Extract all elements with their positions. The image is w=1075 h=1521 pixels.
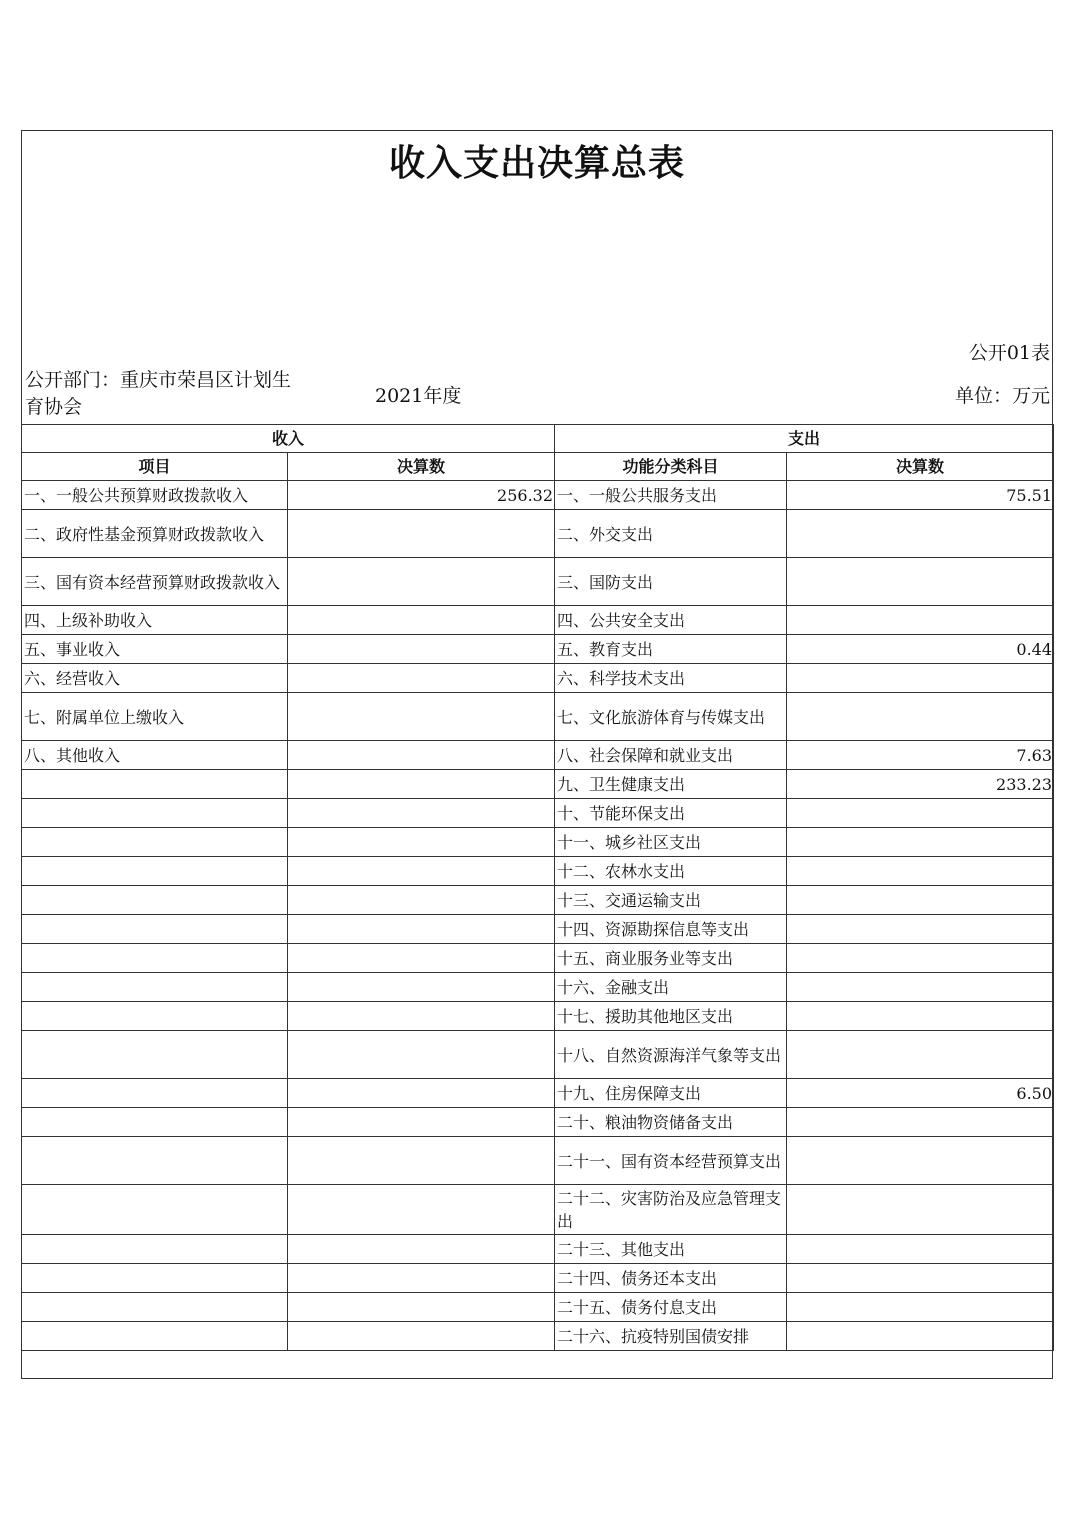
table-row <box>22 481 1054 510</box>
income-amount-cell <box>288 886 555 915</box>
income-amount-cell <box>288 693 555 741</box>
table-row <box>22 886 1054 915</box>
table-row <box>22 973 1054 1002</box>
table-row <box>22 799 1054 828</box>
expense-amount-cell: 6.50 <box>787 1079 1054 1108</box>
expense-item-cell: 一、一般公共服务支出 <box>555 481 787 510</box>
table-row <box>22 1293 1054 1322</box>
expense-item-cell: 五、教育支出 <box>555 635 787 664</box>
expense-amount-cell: 233.23 <box>787 770 1054 799</box>
table-row <box>22 915 1054 944</box>
income-item-cell <box>22 1235 288 1264</box>
income-amount-cell <box>288 1079 555 1108</box>
table-row <box>22 510 1054 558</box>
income-amount-cell <box>288 664 555 693</box>
income-item-cell <box>22 944 288 973</box>
expense-amount-cell <box>787 944 1054 973</box>
expense-item-cell: 十二、农林水支出 <box>555 857 787 886</box>
income-amount-cell <box>288 857 555 886</box>
income-amount-cell <box>288 770 555 799</box>
expense-item-cell: 十一、城乡社区支出 <box>555 828 787 857</box>
expense-amount-cell <box>787 510 1054 558</box>
income-amount-cell <box>288 741 555 770</box>
expense-amount-cell: 7.63 <box>787 741 1054 770</box>
income-item-cell <box>22 1322 288 1351</box>
expense-amount-cell: 75.51 <box>787 481 1054 510</box>
income-item-cell: 八、其他收入 <box>22 741 288 770</box>
income-amount-cell <box>288 1264 555 1293</box>
expense-item-cell: 四、公共安全支出 <box>555 606 787 635</box>
expense-item-cell: 二、外交支出 <box>555 510 787 558</box>
expense-amount-cell <box>787 1137 1054 1185</box>
expense-item-cell: 二十、粮油物资储备支出 <box>555 1108 787 1137</box>
income-item-cell <box>22 1002 288 1031</box>
expense-amount-cell <box>787 693 1054 741</box>
income-item-cell: 六、经营收入 <box>22 664 288 693</box>
expense-amount-cell: 0.44 <box>787 635 1054 664</box>
expense-item-cell: 二十二、灾害防治及应急管理支出 <box>555 1185 787 1235</box>
income-item-cell <box>22 1293 288 1322</box>
expense-item-cell: 二十五、债务付息支出 <box>555 1293 787 1322</box>
expense-amount-cell <box>787 1108 1054 1137</box>
budget-table <box>21 424 1054 1351</box>
expense-amount-cell <box>787 1293 1054 1322</box>
table-row <box>22 1079 1054 1108</box>
expense-item-cell: 十五、商业服务业等支出 <box>555 944 787 973</box>
table-row <box>22 1235 1054 1264</box>
table-row <box>22 1185 1054 1235</box>
page-title: 收入支出决算总表 <box>388 143 685 184</box>
expense-item-cell: 十六、金融支出 <box>555 973 787 1002</box>
expense-item-cell: 三、国防支出 <box>555 558 787 606</box>
income-amount-cell <box>288 1185 555 1235</box>
income-item-cell: 五、事业收入 <box>22 635 288 664</box>
expense-amount-column-header: 决算数 <box>787 453 1054 481</box>
table-row <box>22 558 1054 606</box>
income-amount-cell <box>288 558 555 606</box>
income-item-cell <box>22 799 288 828</box>
income-item-cell <box>22 828 288 857</box>
table-row <box>22 1322 1054 1351</box>
income-amount-cell <box>288 635 555 664</box>
income-item-cell: 七、附属单位上缴收入 <box>22 693 288 741</box>
expense-amount-cell <box>787 799 1054 828</box>
income-amount-cell <box>288 1293 555 1322</box>
income-amount-cell <box>288 1031 555 1079</box>
table-row <box>22 944 1054 973</box>
expense-item-cell: 六、科学技术支出 <box>555 664 787 693</box>
expense-amount-cell <box>787 664 1054 693</box>
expense-item-cell: 二十一、国有资本经营预算支出 <box>555 1137 787 1185</box>
table-row <box>22 1264 1054 1293</box>
income-amount-column-header: 决算数 <box>288 453 555 481</box>
table-row <box>22 770 1054 799</box>
expense-amount-cell <box>787 973 1054 1002</box>
expense-amount-cell <box>787 606 1054 635</box>
table-row <box>22 1002 1054 1031</box>
income-amount-cell <box>288 1002 555 1031</box>
income-amount-cell <box>288 944 555 973</box>
expense-header: 支出 <box>555 425 1054 453</box>
income-item-cell <box>22 1185 288 1235</box>
table-row <box>22 693 1054 741</box>
income-amount-cell <box>288 799 555 828</box>
expense-item-cell: 七、文化旅游体育与传媒支出 <box>555 693 787 741</box>
income-amount-cell <box>288 606 555 635</box>
income-amount-cell <box>288 510 555 558</box>
expense-item-cell: 十七、援助其他地区支出 <box>555 1002 787 1031</box>
expense-item-cell: 十、节能环保支出 <box>555 799 787 828</box>
income-amount-cell <box>288 1235 555 1264</box>
income-item-cell <box>22 1108 288 1137</box>
table-row <box>22 857 1054 886</box>
expense-amount-cell <box>787 857 1054 886</box>
expense-item-cell: 十三、交通运输支出 <box>555 886 787 915</box>
income-item-cell: 二、政府性基金预算财政拨款收入 <box>22 510 288 558</box>
expense-amount-cell <box>787 1185 1054 1235</box>
expense-amount-cell <box>787 886 1054 915</box>
expense-amount-cell <box>787 828 1054 857</box>
report-frame <box>21 130 1053 1379</box>
table-row <box>22 606 1054 635</box>
department-label: 公开部门：重庆市荣昌区计划生育协会 <box>25 369 292 418</box>
expense-amount-cell <box>787 1264 1054 1293</box>
income-item-cell <box>22 770 288 799</box>
income-item-cell <box>22 915 288 944</box>
form-number: 公开01表 <box>968 342 1050 364</box>
income-item-cell <box>22 857 288 886</box>
income-item-cell <box>22 886 288 915</box>
income-amount-cell <box>288 1108 555 1137</box>
expense-item-cell: 二十四、债务还本支出 <box>555 1264 787 1293</box>
income-header: 收入 <box>22 425 555 453</box>
expense-amount-cell <box>787 1002 1054 1031</box>
income-item-cell <box>22 1079 288 1108</box>
expense-amount-cell <box>787 915 1054 944</box>
income-amount-cell <box>288 973 555 1002</box>
income-item-cell <box>22 1137 288 1185</box>
expense-item-cell: 二十三、其他支出 <box>555 1235 787 1264</box>
function-category-column-header: 功能分类科目 <box>555 453 787 481</box>
expense-item-cell: 八、社会保障和就业支出 <box>555 741 787 770</box>
income-amount-cell <box>288 1322 555 1351</box>
income-item-cell: 一、一般公共预算财政拨款收入 <box>22 481 288 510</box>
table-row <box>22 828 1054 857</box>
expense-item-cell: 十八、自然资源海洋气象等支出 <box>555 1031 787 1079</box>
expense-amount-cell <box>787 1031 1054 1079</box>
income-amount-cell: 256.32 <box>288 481 555 510</box>
income-item-cell <box>22 973 288 1002</box>
table-row <box>22 1031 1054 1079</box>
table-row <box>22 664 1054 693</box>
expense-item-cell: 九、卫生健康支出 <box>555 770 787 799</box>
expense-item-cell: 十九、住房保障支出 <box>555 1079 787 1108</box>
table-row <box>22 635 1054 664</box>
income-item-cell: 三、国有资本经营预算财政拨款收入 <box>22 558 288 606</box>
fiscal-year: 2021年度 <box>375 385 462 407</box>
expense-item-cell: 十四、资源勘探信息等支出 <box>555 915 787 944</box>
expense-amount-cell <box>787 1322 1054 1351</box>
income-item-cell <box>22 1031 288 1079</box>
unit-label: 单位：万元 <box>954 385 1050 407</box>
table-row <box>22 1137 1054 1185</box>
table-row <box>22 1108 1054 1137</box>
income-item-cell: 四、上级补助收入 <box>22 606 288 635</box>
expense-amount-cell <box>787 558 1054 606</box>
expense-item-cell: 二十六、抗疫特别国债安排 <box>555 1322 787 1351</box>
item-column-header: 项目 <box>22 453 288 481</box>
table-row <box>22 741 1054 770</box>
income-amount-cell <box>288 1137 555 1185</box>
income-amount-cell <box>288 828 555 857</box>
income-item-cell <box>22 1264 288 1293</box>
expense-amount-cell <box>787 1235 1054 1264</box>
income-amount-cell <box>288 915 555 944</box>
